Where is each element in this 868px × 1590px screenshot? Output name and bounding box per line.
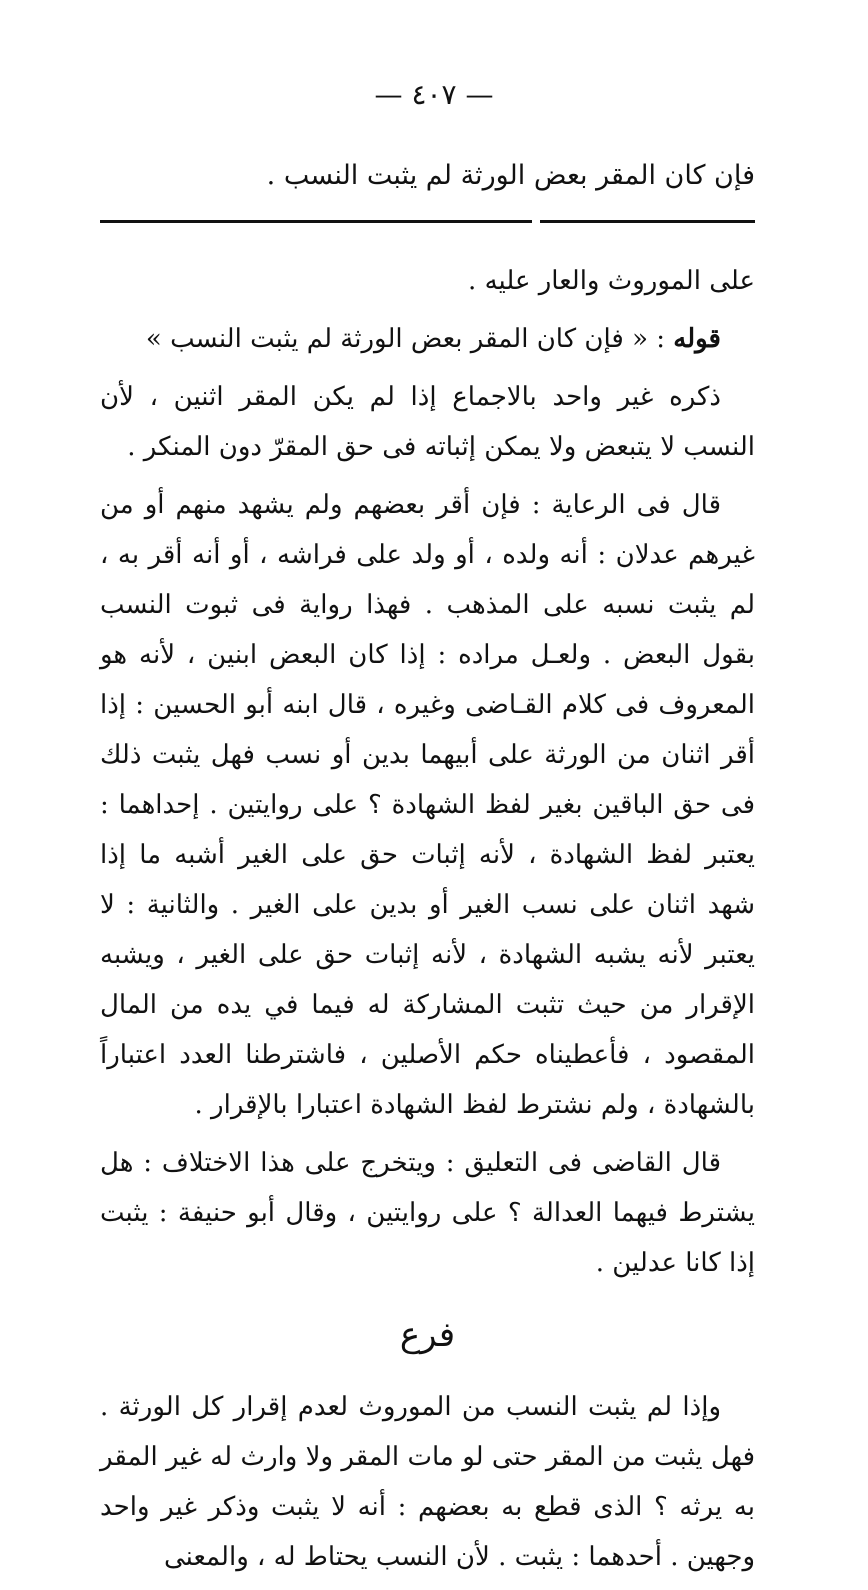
quoted-text: : « فإن كان المقر بعض الورثة لم يثبت النسب » — [145, 324, 674, 354]
separator-rule — [540, 220, 755, 223]
commentary-paragraph: قال القاضى فى التعليق : ويتخرج على هذا الاختلاف : هل يشترط فيهما العدالة ؟ على روايتين ، وقال أبو حنيفة : يثبت إذا كانا عدلين . — [100, 1148, 755, 1278]
lead-word: قوله — [673, 324, 721, 354]
commentary-paragraph: على الموروث والعار عليه . — [468, 266, 755, 296]
section-heading: فرع — [399, 1315, 456, 1355]
page-number: — ٤٠٧ — — [374, 78, 494, 111]
commentary-paragraph: وإذا لم يثبت النسب من الموروث لعدم إقرار كل الورثة . فهل يثبت من المقر حتى لو مات المقر ولا وارث له غير المقر به يرثه ؟ الذى قطع به بعضهم : أنه لا يثبت وذكر غير واحد وجهين . أحدهما : يثبت . لأن النسب يحتاط له ، والمعنى — [100, 1392, 755, 1572]
main-text — [100, 150, 755, 202]
commentary-quote-paragraph — [100, 314, 755, 364]
commentary-paragraph: ذكره غير واحد بالاجماع إذا لم يكن المقر اثنين ، لأن النسب لا يتبعض ولا يمكن إثباته فى حق المقرّ دون المنكر . — [100, 382, 755, 462]
commentary — [100, 256, 755, 1590]
main-text-line: فإن كان المقر بعض الورثة لم يثبت النسب . — [266, 160, 755, 191]
commentary-paragraph: قال فى الرعاية : فإن أقر بعضهم ولم يشهد منهم أو من غيرهم عدلان : أنه ولده ، أو ولد على فراشه ، أو أنه أقر به ، لم يثبت نسبه على المذهب . فهذا رواية فى ثبوت النسب بقول البعض . ولعـل مراده : إذا كان البعض ابنين ، لأنه هو المعروف فى كلام القـاضى وغيره ، قال ابنه أبو الحسين : إذا أقر اثنان من الورثة على أبيهما بدين أو نسب فهل يثبت ذلك فى حق الباقين بغير لفظ الشهادة ؟ على روايتين . إحداهما : يعتبر لفظ الشهادة ، لأنه إثبات حق على الغير أشبه ما إذا شهد اثنان على نسب الغير أو بدين على الغير . والثانية : لا يعتبر لأنه يشبه الشهادة ، لأنه إثبات حق على الغير ، ويشبه الإقرار من حيث تثبت المشاركة له فيما في يده من المال المقصود ، فأعطيناه حكم الأصلين ، فاشترطنا العدد اعتباراً بالشهادة ، ولم نشترط لفظ الشهادة اعتبارا بالإقرار . — [100, 490, 755, 1120]
separator-rule — [100, 220, 532, 223]
